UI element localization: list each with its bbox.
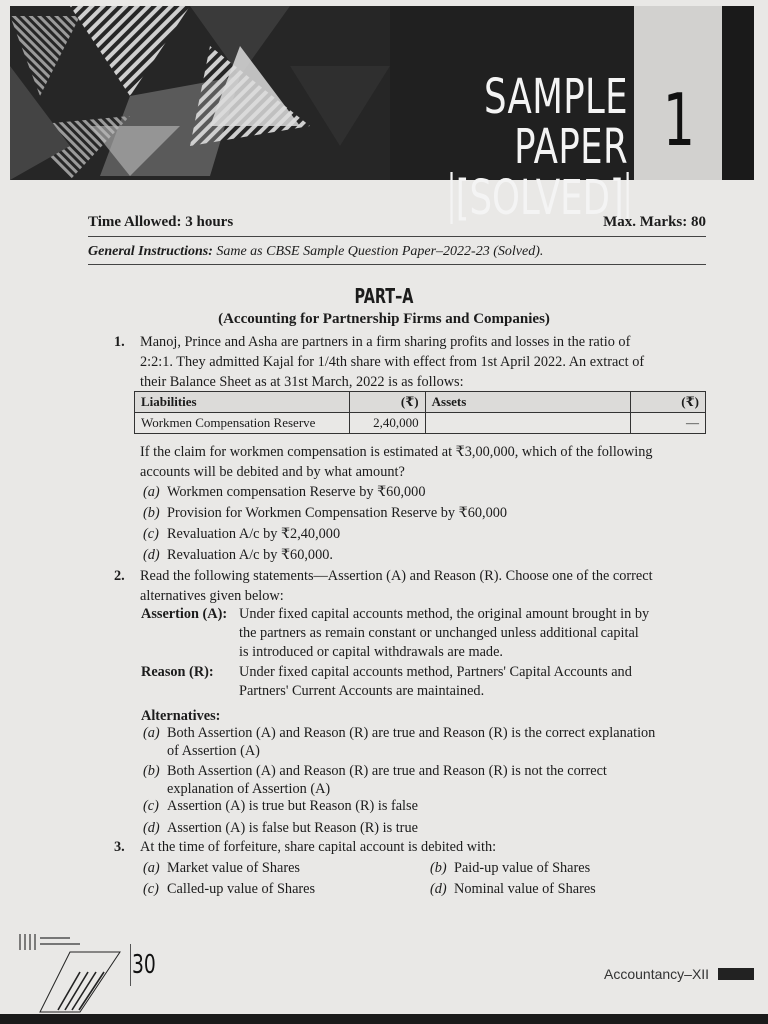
title-block	[450, 69, 628, 226]
table-header-cell: (₹)	[630, 392, 705, 413]
footer-bar	[718, 968, 754, 980]
max-marks: Max. Marks: 80	[603, 214, 706, 230]
option-item: (a) Both Assertion (A) and Reason (R) are true and Reason (R) is the correct explanation of Assertion (A)	[143, 725, 656, 759]
question-text: Manoj, Prince and Asha are partners in a firm sharing profits and losses in the ratio of	[140, 334, 631, 350]
question-3	[114, 837, 708, 857]
paper-number-panel	[634, 6, 722, 180]
part-title: PART–A	[354, 284, 414, 308]
general-instructions-text: Same as CBSE Sample Question Paper–2022-23 (Solved).	[216, 244, 544, 259]
table-header-cell: (₹)	[350, 392, 425, 413]
subject-label: Accountancy–XII	[604, 966, 710, 982]
footer-stripe-art	[10, 932, 130, 1012]
time-allowed: Time Allowed: 3 hours	[88, 214, 234, 230]
question-text: If the claim for workmen compensation is estimated at ₹3,00,000, which of the following	[140, 444, 653, 460]
general-instructions	[88, 244, 706, 260]
table-cell	[425, 413, 630, 434]
option-item: (d) Nominal value of Shares	[430, 881, 596, 897]
table-cell: 2,40,000	[350, 413, 425, 434]
question-number: 3.	[114, 839, 125, 855]
question-text: accounts will be debited and by what amount?	[140, 464, 405, 480]
paper-solved-label: [SOLVED]	[450, 172, 629, 224]
exam-meta	[88, 214, 706, 236]
table-cell: —	[630, 413, 705, 434]
reason-text: Under fixed capital accounts method, Partners' Capital Accounts and Partners' Current Accounts are maintained.	[239, 664, 632, 699]
table-cell: Workmen Compensation Reserve	[135, 413, 350, 434]
geometric-pattern-art	[10, 6, 390, 180]
option-item: (d) Assertion (A) is false but Reason (R) is true	[143, 820, 418, 836]
table-header-cell: Assets	[425, 392, 630, 413]
table-header-cell: Liabilities	[135, 392, 350, 413]
option-item: (a) Workmen compensation Reserve by ₹60,000	[143, 484, 426, 500]
question-number: 1.	[114, 334, 125, 350]
table-header-row	[135, 392, 706, 413]
option-item: (c) Revaluation A/c by ₹2,40,000	[143, 526, 341, 542]
assertion-label: Assertion (A):	[141, 606, 228, 622]
header-right-strip	[722, 6, 754, 180]
question-text: their Balance Sheet as at 31st March, 2022 is as follows:	[140, 374, 464, 390]
question-2	[114, 566, 708, 606]
question-text: Read the following statements—Assertion (A) and Reason (R). Choose one of the correct	[140, 568, 653, 584]
divider	[88, 264, 706, 265]
part-subtitle: (Accounting for Partnership Firms and Companies)	[218, 311, 550, 327]
question-number: 2.	[114, 568, 125, 584]
question-text: At the time of forfeiture, share capital account is debited with:	[140, 839, 497, 855]
bottom-band	[0, 1014, 768, 1024]
assertion-text: Under fixed capital accounts method, the original amount brought in by the partners as remain constant or unchanged unless additional capital is introduced or capital withdrawals are made.	[239, 606, 650, 660]
option-item: (a) Market value of Shares	[143, 860, 300, 876]
question-text: 2:2:1. They admitted Kajal for 1/4th share with effect from 1st April 2022. An extract of	[140, 354, 645, 370]
table-row	[135, 413, 706, 434]
option-item: (b) Paid-up value of Shares	[430, 860, 591, 876]
divider	[88, 236, 706, 237]
option-item: (b) Provision for Workmen Compensation Reserve by ₹60,000	[143, 505, 508, 521]
paper-title: SAMPLE PAPER	[483, 69, 628, 175]
question-1	[114, 332, 708, 392]
option-item: (d) Revaluation A/c by ₹60,000.	[143, 547, 333, 563]
option-item: (c) Assertion (A) is true but Reason (R) is false	[143, 798, 418, 814]
general-instructions-label: General Instructions:	[88, 244, 213, 259]
alternatives-label: Alternatives:	[141, 708, 221, 724]
option-item: (b) Both Assertion (A) and Reason (R) are true and Reason (R) is not the correct explanation of Assertion (A)	[143, 763, 607, 797]
question-text: alternatives given below:	[140, 588, 284, 604]
question-1-continued	[140, 442, 708, 482]
balance-sheet-table	[134, 391, 706, 434]
option-item: (c) Called-up value of Shares	[143, 881, 316, 897]
reason-label: Reason (R):	[141, 664, 214, 680]
footer-divider	[130, 944, 131, 986]
page-number: 30	[132, 950, 156, 980]
paper-number: 1	[662, 78, 695, 162]
